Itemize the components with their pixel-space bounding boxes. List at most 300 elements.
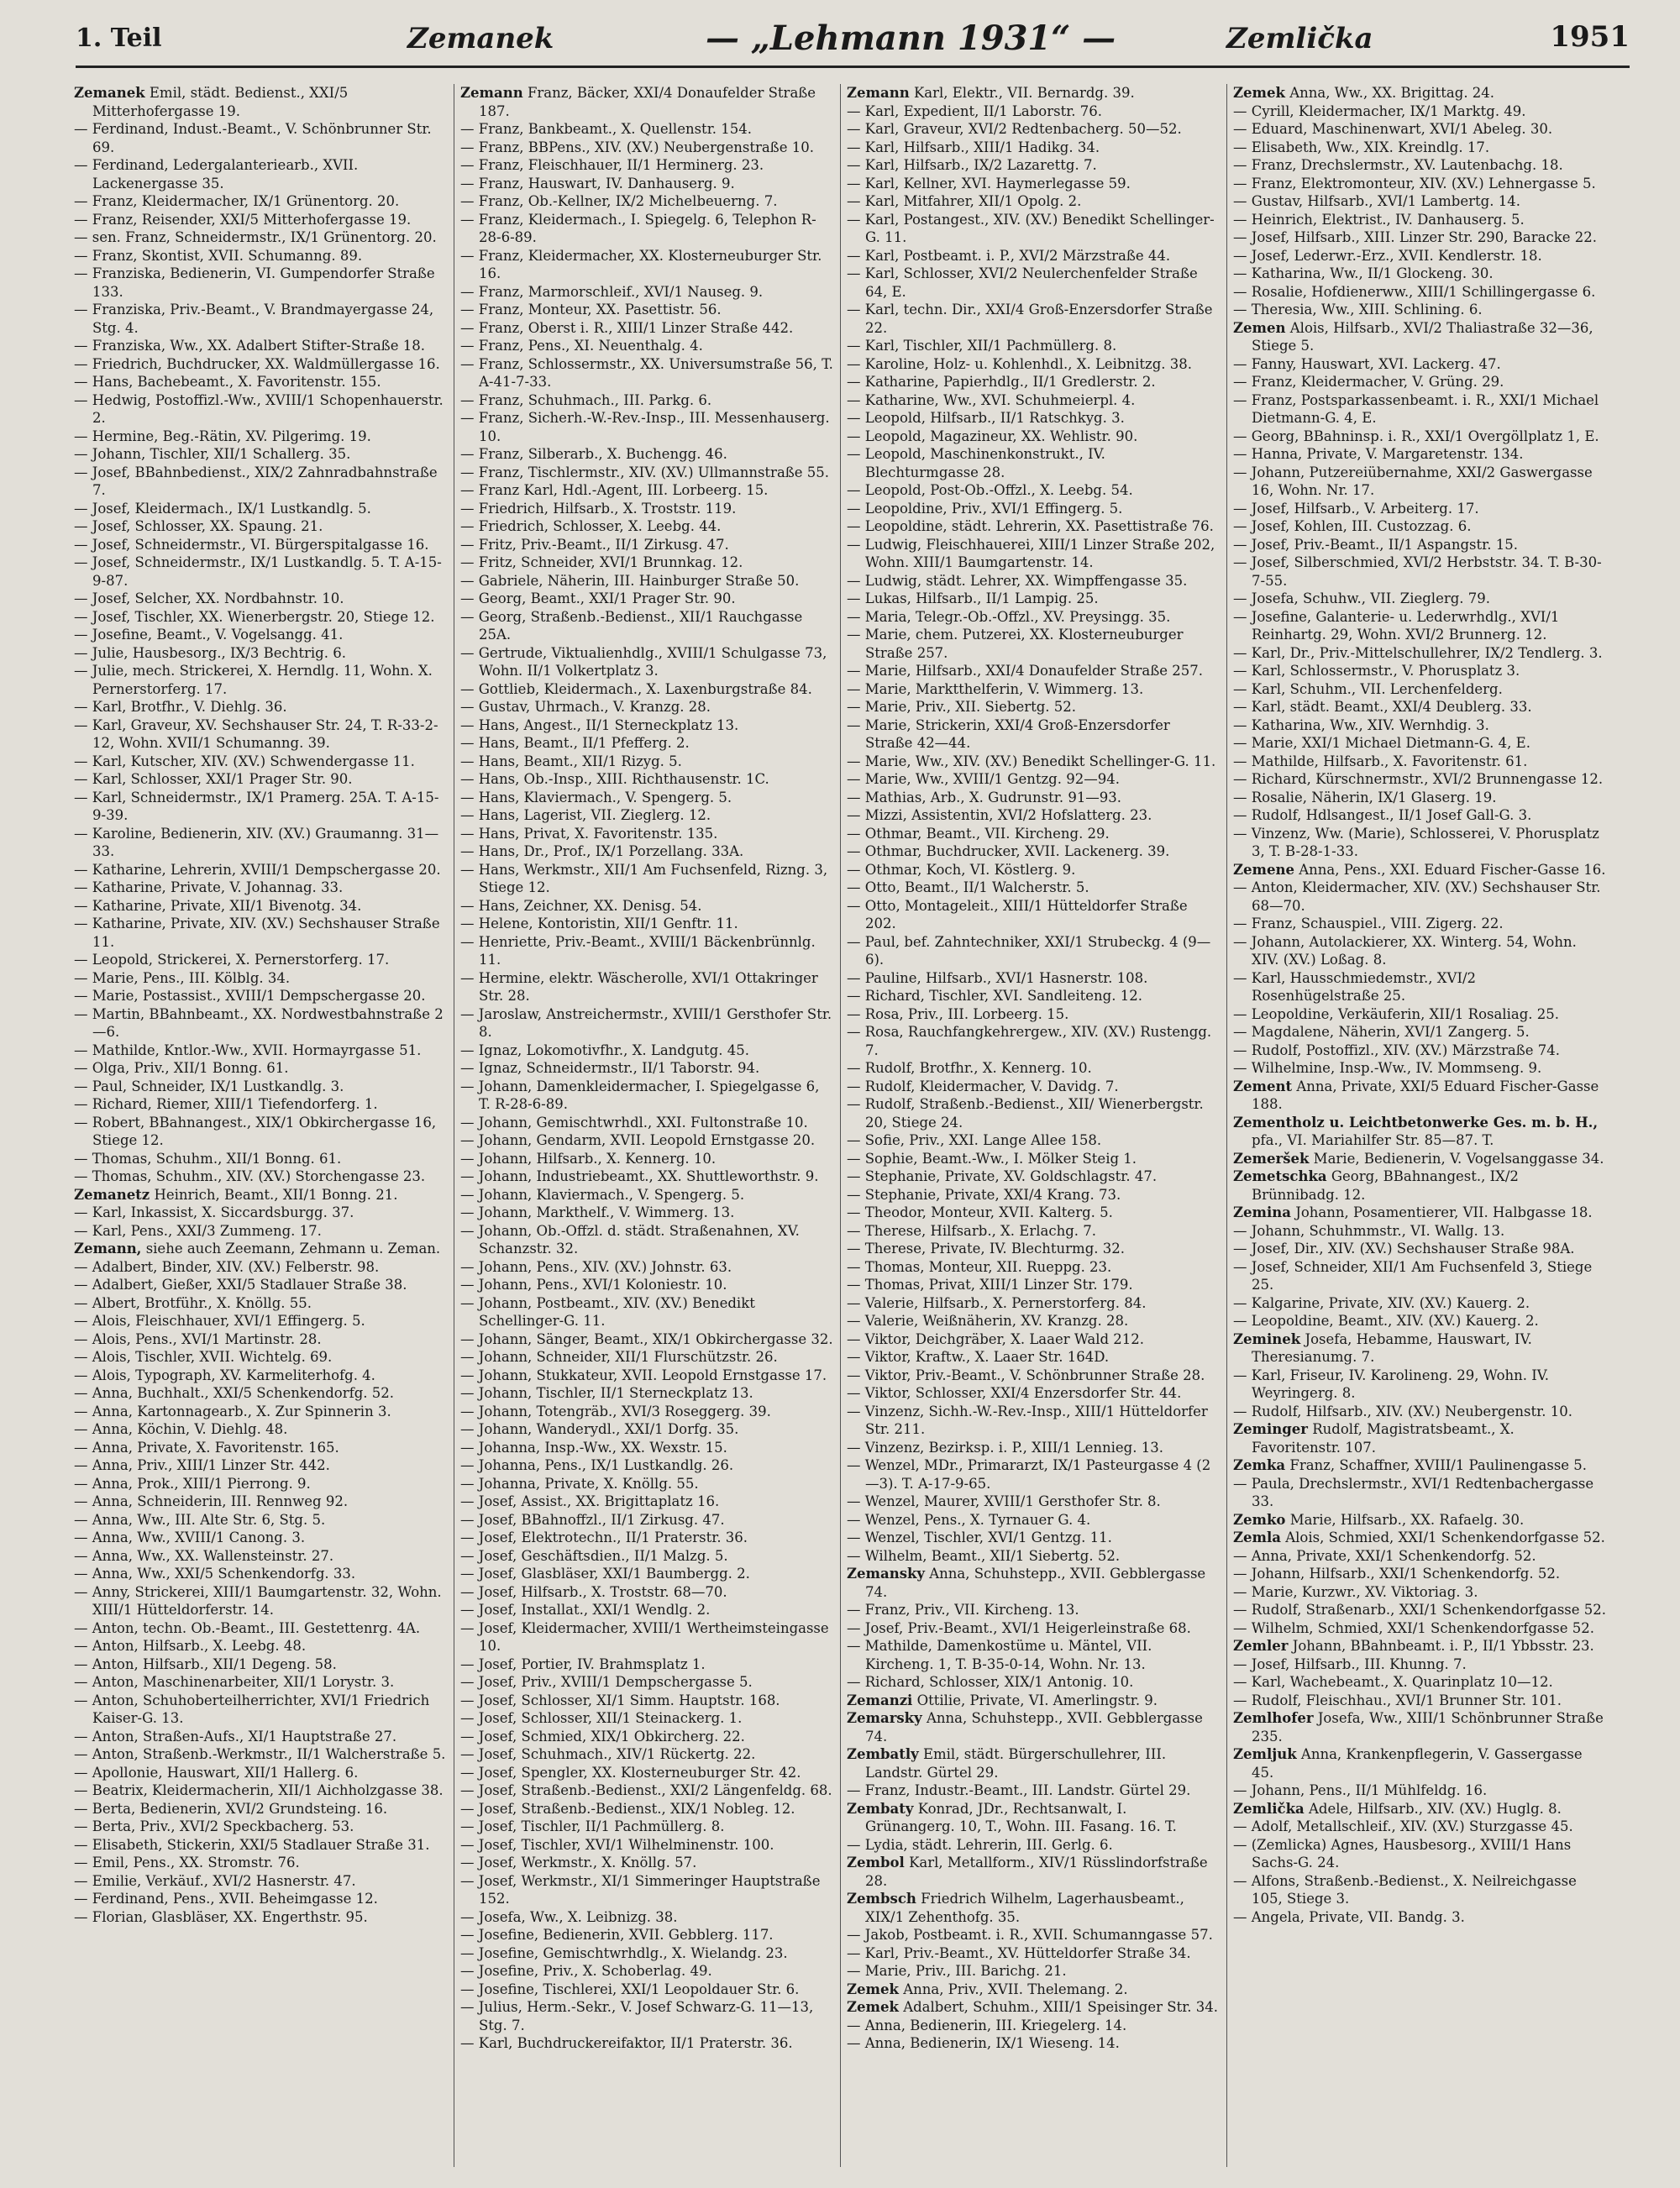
- directory-entry: [460, 1908, 834, 1927]
- entry-text: — Paul, Schneider, IX/1 Lustkandlg. 3.: [74, 1078, 344, 1094]
- directory-entry: [74, 1078, 448, 1096]
- entry-text: — Hedwig, Postoffizl.-Ww., XVIII/1 Schopenhauerstr. 2.: [74, 391, 444, 426]
- directory-entry: [1233, 1745, 1607, 1781]
- directory-entry: [1233, 1222, 1607, 1241]
- entry-text: — Vinzenz, Bezirksp. i. P., XIII/1 Lennieg. 13.: [847, 1439, 1163, 1456]
- entry-text: — Julie, Hausbesorg., IX/3 Bechtrig. 6.: [74, 644, 346, 661]
- entry-text: — Franz, Drechslermstr., XV. Lautenbachg. 18.: [1233, 157, 1563, 173]
- entry-text: — Heinrich, Elektrist., IV. Danhauserg. 5.: [1233, 211, 1525, 228]
- entry-text: — Rudolf, Brotfhr., X. Kennerg. 10.: [847, 1060, 1092, 1076]
- entry-text: — Franz, Skontist, XVII. Schumanng. 89.: [74, 247, 363, 264]
- entry-text: — Fanny, Hauswart, XVI. Lackerg. 47.: [1233, 355, 1501, 372]
- entry-text: — Josef, Kohlen, III. Custozzag. 6.: [1233, 518, 1472, 534]
- directory-entry: [1233, 554, 1607, 590]
- entry-text: — Franz, Schuhmach., III. Parkg. 6.: [460, 391, 712, 408]
- entry-text: — Julius, Herm.-Sekr., V. Josef Schwarz-G. 11—13, Stg. 7.: [460, 1999, 814, 2033]
- directory-entry: [460, 698, 834, 716]
- directory-entry: [74, 445, 448, 464]
- directory-entry: [74, 1384, 448, 1403]
- directory-entry: [847, 1637, 1221, 1673]
- directory-entry: [74, 1655, 448, 1674]
- entry-text: — Anna, Buchhalt., XXI/5 Schenkendorfg. 52.: [74, 1385, 395, 1401]
- entry-text: — Rosalie, Hofdienerww., XIII/1 Schillingergasse 6.: [1233, 283, 1596, 300]
- column-4: [1233, 84, 1607, 2175]
- entry-text: — Ludwig, Fleischhauerei, XIII/1 Linzer Straße 202, Wohn. XIII/1 Baumgartenstr. 14.: [847, 536, 1215, 570]
- entry-text: — Josef, Schlosser, XII/1 Steinackerg. 1.: [460, 1710, 743, 1726]
- directory-entry: [847, 753, 1221, 771]
- entry-text: — Johann, Pens., II/1 Mühlfeldg. 16.: [1233, 1782, 1488, 1798]
- entry-text: — Josef, Schneidermstr., VI. Bürgerspitalgasse 16.: [74, 536, 429, 553]
- entry-text: — Rudolf, Hdlsangest., II/1 Josef Gall-G. 3.: [1233, 807, 1532, 823]
- directory-entry: [74, 265, 448, 301]
- directory-entry: [460, 355, 834, 391]
- directory-entry: [460, 1800, 834, 1818]
- entry-text: — Leopold, Strickerei, X. Pernerstorferg. 17.: [74, 952, 390, 968]
- entry-text: — Josefine, Gemischtwrhdlg., X. Wielandg. 23.: [460, 1944, 788, 1961]
- entry-text: — Paula, Drechslermstr., XVI/1 Redtenbachergasse 33.: [1233, 1475, 1594, 1509]
- directory-entry: [74, 861, 448, 879]
- entry-text: — Theodor, Monteur, XVII. Kalterg. 5.: [847, 1204, 1113, 1220]
- directory-entry: [74, 626, 448, 644]
- directory-entry: [460, 1059, 834, 1078]
- directory-entry: [1233, 806, 1607, 825]
- surname-heading: Zembatly: [847, 1746, 919, 1762]
- directory-entry: [460, 933, 834, 969]
- surname-heading: Zemann: [460, 85, 523, 101]
- entry-text: — Josef, Silberschmied, XVI/2 Herbststr. 34. T. B-30-7-55.: [1233, 554, 1602, 589]
- entry-text: — Anna, Schneiderin, III. Rennweg 92.: [74, 1493, 349, 1509]
- directory-entry: [847, 897, 1221, 933]
- column-divider: [840, 84, 841, 2167]
- entry-text: — Franz, Kleidermach., I. Spiegelg. 6, Telephon R-28-6-89.: [460, 211, 816, 245]
- entry-text: — Franz, Hauswart, IV. Danhauserg. 9.: [460, 175, 735, 192]
- entry-text: — Karl, techn. Dir., XXI/4 Groß-Enzersdorfer Straße 22.: [847, 302, 1213, 336]
- entry-text: — Josef, Elektrotechn., II/1 Praterstr. 36.: [460, 1530, 748, 1545]
- directory-entry: [847, 1493, 1221, 1511]
- surname-heading: Zemann: [847, 85, 910, 101]
- entry-text: — Josefine, Beamt., V. Vogelsangg. 41.: [74, 627, 344, 643]
- directory-entry: [74, 951, 448, 969]
- directory-entry: [460, 1420, 834, 1439]
- directory-entry: [460, 1565, 834, 1583]
- directory-entry: [1233, 1655, 1607, 1674]
- entry-text: Johann, BBahnbeamt. i. P., II/1 Ybbsstr. 23.: [1292, 1638, 1594, 1654]
- entry-text: — Johann, Stukkateur, XVII. Leopold Ernstgasse 17.: [460, 1367, 827, 1383]
- directory-entry: [1233, 861, 1607, 879]
- entry-text: — Magdalene, Näherin, XVI/1 Zangerg. 5.: [1233, 1024, 1530, 1040]
- entry-text: — Karl, Schlosser, XVI/2 Neulerchenfelder Straße 64, E.: [847, 265, 1198, 300]
- directory-entry: [460, 301, 834, 319]
- entry-text: — Wilhelm, Schmied, XXI/1 Schenkendorfgasse 52.: [1233, 1619, 1595, 1636]
- entry-text: — Josef, Portier, IV. Brahmsplatz 1.: [460, 1655, 706, 1672]
- entry-text: — Anna, Ww., XVIII/1 Canong. 3.: [74, 1530, 306, 1545]
- directory-entry: [74, 1692, 448, 1728]
- directory-entry: [847, 2034, 1221, 2053]
- entry-text: — Johanna, Insp.-Ww., XX. Wexstr. 15.: [460, 1439, 727, 1456]
- entry-text: Friedrich Wilhelm, Lagerhausbeamt., XIX/1 Zehenthofg. 35.: [865, 1891, 1184, 1925]
- entry-text: — Josef, Schlosser, XI/1 Simm. Hauptstr. 168.: [460, 1692, 780, 1708]
- directory-entry: [1233, 373, 1607, 391]
- entry-text: — Karl, Buchdruckereifaktor, II/1 Praterstr. 36.: [460, 2035, 793, 2051]
- directory-entry: [847, 1511, 1221, 1530]
- entry-text: — Marie, Pens., III. Kölblg. 34.: [74, 969, 291, 986]
- directory-entry: [847, 626, 1221, 662]
- first-entry-keyword: Zemanek: [407, 22, 554, 55]
- directory-entry: [847, 445, 1221, 481]
- entry-text: — Johann, Tischler, II/1 Sterneckplatz 13.: [460, 1385, 753, 1401]
- directory-entry: [1233, 301, 1607, 319]
- entry-text: — Otto, Montageleit., XIII/1 Hütteldorfer Straße 202.: [847, 897, 1188, 931]
- directory-entry: [847, 517, 1221, 536]
- entry-text: — Josef, Installat., XXI/1 Wendlg. 2.: [460, 1602, 711, 1618]
- entry-text: — Alois, Fleischhauer, XVI/1 Effingerg. 5.: [74, 1313, 365, 1329]
- entry-text: — Karoline, Bedienerin, XIV. (XV.) Graumanng. 31—33.: [74, 825, 439, 859]
- directory-entry: [460, 1745, 834, 1764]
- entry-text: — Josef, Tischler, XVI/1 Wilhelminenstr. 100.: [460, 1836, 774, 1853]
- entry-text: — Josef, BBahnoffzl., II/1 Zirkusg. 47.: [460, 1511, 725, 1528]
- entry-text: — Josef, Kleidermacher, XVIII/1 Wertheimsteingasse 10.: [460, 1619, 829, 1654]
- entry-text: — Anna, Ww., III. Alte Str. 6, Stg. 5.: [74, 1511, 326, 1528]
- directory-entry: [1233, 933, 1607, 969]
- entry-text: — Franz, Marmorschleif., XVI/1 Nauseg. 9.: [460, 283, 764, 300]
- entry-text: — Josef, Lederwr.-Erz., XVII. Kendlerstr. 18.: [1233, 247, 1542, 264]
- entry-text: — Anna, Bedienerin, IX/1 Wieseng. 14.: [847, 2035, 1120, 2051]
- entry-text: — Josef, Schlosser, XX. Spaung. 21.: [74, 518, 323, 534]
- entry-text: — Theresia, Ww., XIII. Schlining. 6.: [1233, 302, 1483, 317]
- directory-entry: [1233, 1005, 1607, 1024]
- directory-entry: [1233, 1619, 1607, 1638]
- entry-text: — Thomas, Privat, XIII/1 Linzer Str. 179.: [847, 1277, 1133, 1293]
- entry-text: — Karl, Schuhm., VII. Lerchenfelderg.: [1233, 680, 1503, 697]
- directory-entry: [847, 301, 1221, 337]
- entry-text: — Thomas, Monteur, XII. Rueppg. 23.: [847, 1258, 1112, 1275]
- entry-text: — (Zemlicka) Agnes, Hausbesorg., XVIII/1 Hans Sachs-G. 24.: [1233, 1836, 1572, 1871]
- entry-text: Ottilie, Private, VI. Amerlingstr. 9.: [916, 1692, 1158, 1708]
- entry-text: — Fritz, Priv.-Beamt., II/1 Zirkusg. 47.: [460, 536, 729, 553]
- directory-entry: [74, 1565, 448, 1583]
- entry-text: — Franz, Kleidermacher, IX/1 Grünentorg. 20.: [74, 193, 400, 209]
- directory-entry: [847, 1330, 1221, 1349]
- directory-entry: [74, 337, 448, 355]
- directory-entry: [847, 1258, 1221, 1277]
- entry-text: — Viktor, Priv.-Beamt., V. Schönbrunner Straße 28.: [847, 1367, 1205, 1383]
- directory-entry: [74, 608, 448, 627]
- surname-heading: Zemen: [1233, 319, 1286, 336]
- directory-entry: [74, 554, 448, 590]
- directory-entry: [74, 228, 448, 247]
- directory-entry: [847, 102, 1221, 121]
- directory-entry: [460, 1962, 834, 1981]
- entry-text: — Wenzel, Tischler, XVI/1 Gentzg. 11.: [847, 1530, 1112, 1545]
- directory-entry: [1233, 1059, 1607, 1078]
- directory-entry: [847, 355, 1221, 374]
- entry-text: — Hans, Beamt., XII/1 Rizyg. 5.: [460, 753, 682, 769]
- surname-heading: Zemann,: [74, 1241, 142, 1257]
- entry-text: — Alois, Pens., XVI/1 Martinstr. 28.: [74, 1330, 322, 1347]
- directory-entry: [460, 247, 834, 283]
- directory-entry: [74, 1547, 448, 1566]
- directory-entry: [847, 409, 1221, 428]
- directory-entry: [847, 1005, 1221, 1024]
- entry-text: — Richard, Kürschnermstr., XVI/2 Brunnengasse 12.: [1233, 771, 1604, 787]
- entry-text: — Johanna, Private, X. Knöllg. 55.: [460, 1475, 699, 1492]
- entry-text: — Maria, Telegr.-Ob.-Offzl., XV. Preysingg. 35.: [847, 608, 1171, 625]
- entry-text: Emil, städt. Bürgerschullehrer, III. Landstr. Gürtel 29.: [865, 1746, 1167, 1781]
- entry-text: — Marie, XXI/1 Michael Dietmann-G. 4, E.: [1233, 735, 1530, 751]
- entry-text: — Johann, Sänger, Beamt., XIX/1 Obkirchergasse 32.: [460, 1330, 833, 1347]
- entry-text: — Karl, Hilfsarb., IX/2 Lazarettg. 7.: [847, 157, 1097, 173]
- directory-entry: [1233, 175, 1607, 193]
- entry-text: — Hermine, elektr. Wäscherolle, XVI/1 Ottakringer Str. 28.: [460, 969, 818, 1004]
- directory-entry: [1233, 1601, 1607, 1619]
- directory-entry: [460, 1836, 834, 1855]
- entry-text: — Josefine, Tischlerei, XXI/1 Leopoldauer Str. 6.: [460, 1981, 800, 1997]
- directory-entry: [847, 572, 1221, 590]
- directory-entry: [74, 825, 448, 861]
- entry-text: — Adalbert, Binder, XIV. (XV.) Felberstr. 98.: [74, 1258, 380, 1275]
- directory-entry: [460, 1981, 834, 1999]
- entry-text: — Hans, Ob.-Insp., XIII. Richthausenstr. 1C.: [460, 771, 769, 787]
- entry-text: — Thomas, Schuhm., XII/1 Bonng. 61.: [74, 1150, 342, 1167]
- directory-entry: [74, 1511, 448, 1530]
- directory-entry: [460, 409, 834, 445]
- surname-heading: Zemanzi: [847, 1692, 913, 1708]
- entry-text: — Ignaz, Lokomotivfhr., X. Landgutg. 45.: [460, 1042, 749, 1058]
- entry-text: — Stephanie, Private, XV. Goldschlagstr. 47.: [847, 1168, 1158, 1184]
- directory-entry: [847, 337, 1221, 355]
- entry-text: — Anton, Straßenb.-Werkmstr., II/1 Walcherstraße 5.: [74, 1746, 446, 1762]
- entry-text: — Wenzel, MDr., Primararzt, IX/1 Pasteurgasse 4 (2—3). T. A-17-9-65.: [847, 1457, 1211, 1492]
- directory-entry: [74, 1167, 448, 1186]
- entry-text: — Othmar, Koch, VI. Köstlerg. 9.: [847, 861, 1076, 878]
- directory-entry: [74, 1673, 448, 1692]
- entry-text: Anna, Schuhstepp., XVII. Gebblergasse 74.: [865, 1566, 1206, 1600]
- directory-entry: [460, 536, 834, 554]
- directory-entry: [1233, 753, 1607, 771]
- entry-text: — Richard, Schlosser, XIX/1 Antonig. 10.: [847, 1674, 1134, 1690]
- directory-entry: [847, 265, 1221, 301]
- directory-entry: [847, 1078, 1221, 1096]
- directory-entry: [74, 517, 448, 536]
- directory-entry: [460, 2034, 834, 2053]
- entry-text: Heinrich, Beamt., XII/1 Bonng. 21.: [154, 1186, 398, 1203]
- directory-entry: [1233, 1294, 1607, 1313]
- entry-text: — Anton, Hilfsarb., X. Leebg. 48.: [74, 1638, 307, 1654]
- entry-text: — Johann, Hilfsarb., XXI/1 Schenkendorfg. 52.: [1233, 1566, 1561, 1582]
- directory-entry: [460, 1926, 834, 1944]
- entry-text: — Helene, Kontoristin, XII/1 Genftr. 11.: [460, 916, 738, 931]
- entry-text: — Johann, Autolackierer, XX. Winterg. 54, Wohn. XIV. (XV.) Loßag. 8.: [1233, 933, 1577, 968]
- directory-entry: [1233, 1836, 1607, 1872]
- entry-text: Josefa, Hebamme, Hauswart, IV. Theresianumg. 7.: [1252, 1330, 1532, 1365]
- entry-text: — Franz Karl, Hdl.-Agent, III. Lorbeerg. 15.: [460, 482, 769, 498]
- entry-text: — Josef, Priv.-Beamt., II/1 Aspangstr. 15.: [1233, 536, 1518, 553]
- entry-text: — Josef, Glasbläser, XXI/1 Baumbergg. 2.: [460, 1566, 750, 1582]
- entry-text: — Katharine, Private, XII/1 Bivenotg. 34.: [74, 897, 362, 914]
- entry-text: — Karl, Friseur, IV. Karolineng. 29, Wohn. IV. Weyringerg. 8.: [1233, 1367, 1550, 1401]
- surname-heading: Zemek: [1233, 85, 1285, 101]
- directory-entry: [74, 1114, 448, 1150]
- directory-entry: [460, 1818, 834, 1836]
- entry-text: — Josef, Straßenb.-Bedienst., XXI/2 Längenfeldg. 68.: [460, 1782, 832, 1798]
- directory-entry: [847, 1186, 1221, 1204]
- page-header: [76, 15, 1630, 68]
- entry-text: — Johann, Markthelf., V. Wimmerg. 13.: [460, 1204, 735, 1220]
- directory-entry: [847, 680, 1221, 699]
- directory-entry: [847, 1294, 1221, 1313]
- entry-text: — Karl, Hausschmiedemstr., XVI/2 Rosenhügelstraße 25.: [1233, 969, 1477, 1004]
- entry-text: — Anna, Prok., XIII/1 Pierrong. 9.: [74, 1475, 311, 1492]
- directory-entry: [74, 789, 448, 825]
- directory-entry: [74, 1764, 448, 1782]
- entry-text: — Franz, Silberarb., X. Buchengg. 46.: [460, 446, 727, 462]
- surname-heading: Zemko: [1233, 1511, 1286, 1528]
- entry-text: — Johann, Klaviermach., V. Spengerg. 5.: [460, 1186, 745, 1203]
- entry-text: — Johann, Wanderydl., XXI/1 Dorfg. 35.: [460, 1421, 739, 1437]
- surname-heading: Zemetschka: [1233, 1168, 1327, 1184]
- directory-entry: [847, 1709, 1221, 1745]
- directory-entry: [847, 662, 1221, 680]
- directory-entry: [74, 1728, 448, 1746]
- entry-text: Franz, Schaffner, XVIII/1 Paulinengasse 5.: [1289, 1457, 1588, 1473]
- entry-text: — Emilie, Verkäuf., XVI/2 Hasnerstr. 47.: [74, 1872, 356, 1889]
- entry-text: — Josef, Tischler, II/1 Pachmüllerg. 8.: [460, 1818, 725, 1834]
- entry-text: — Friedrich, Hilfsarb., X. Troststr. 119.: [460, 500, 737, 517]
- directory-entry: [74, 1420, 448, 1439]
- entry-text: — Karl, Postangest., XIV. (XV.) Benedikt Schellinger-G. 11.: [847, 211, 1215, 245]
- entry-text: — Lydia, städt. Lehrerin, III. Gerlg. 6.: [847, 1836, 1113, 1853]
- directory-entry: [74, 1005, 448, 1042]
- directory-entry: [1233, 319, 1607, 355]
- directory-entry: [74, 120, 448, 156]
- entry-text: — Karl, Brotfhr., V. Diehlg. 36.: [74, 699, 287, 715]
- entry-text: — Franz, Tischlermstr., XIV. (XV.) Ullmannstraße 55.: [460, 464, 830, 480]
- entry-text: — Franziska, Priv.-Beamt., V. Brandmayergasse 24, Stg. 4.: [74, 302, 434, 336]
- entry-text: — Josef, Spengler, XX. Klosterneuburger Str. 42.: [460, 1764, 801, 1781]
- entry-text: — Karl, Graveur, XV. Sechshauser Str. 24, T. R-33-2-12, Wohn. XVII/1 Schumanng. 39.: [74, 716, 438, 751]
- directory-entry: [74, 84, 448, 120]
- entry-text: — Anton, Kleidermacher, XIV. (XV.) Sechshauser Str. 68—70.: [1233, 879, 1601, 914]
- entry-text: — Johann, Industriebeamt., XX. Shuttleworthstr. 9.: [460, 1168, 819, 1184]
- entry-text: — Leopoldine, Verkäuferin, XII/1 Rosaliag. 25.: [1233, 1005, 1559, 1022]
- directory-entry: [1233, 1420, 1607, 1456]
- entry-text: — Marie, Kurzwr., XV. Viktoriag. 3.: [1233, 1583, 1478, 1600]
- entry-text: Karl, Metallform., XIV/1 Rüsslindorfstraße 28.: [865, 1855, 1208, 1889]
- entry-text: — Lukas, Hilfsarb., II/1 Lampig. 25.: [847, 590, 1099, 606]
- directory-entry: [847, 770, 1221, 789]
- directory-entry: [847, 175, 1221, 193]
- directory-entry: [460, 120, 834, 139]
- directory-entry: [1233, 680, 1607, 699]
- directory-entry: [847, 481, 1221, 500]
- directory-entry: [460, 897, 834, 916]
- directory-entry: [74, 464, 448, 500]
- directory-entry: [74, 1330, 448, 1349]
- directory-entry: [1233, 1167, 1607, 1204]
- directory-entry: [1233, 734, 1607, 753]
- entry-text: — Anton, Maschinenarbeiter, XII/1 Lorystr. 3.: [74, 1674, 395, 1690]
- entry-text: — Anna, Kartonnagearb., X. Zur Spinnerin 3.: [74, 1403, 391, 1419]
- directory-entry: [74, 1294, 448, 1313]
- directory-entry: [847, 84, 1221, 102]
- entry-text: — Josef, Schneidermstr., IX/1 Lustkandlg. 5. T. A-15-9-87.: [74, 554, 442, 589]
- directory-entry: [847, 1529, 1221, 1547]
- entry-text: — Ferdinand, Ledergalanteriearb., XVII. Lackenergasse 35.: [74, 157, 359, 192]
- entry-text: — Anna, Private, XXI/1 Schenkendorfg. 52.: [1233, 1547, 1536, 1564]
- entry-text: — Josef, Kleidermach., IX/1 Lustkandlg. 5.: [74, 500, 371, 517]
- entry-text: — Johann, Ob.-Offzl. d. städt. Straßenahnen, XV. Schanzstr. 32.: [460, 1222, 800, 1257]
- directory-entry: [74, 698, 448, 716]
- entry-text: — Gustav, Hilfsarb., XVI/1 Lambertg. 14.: [1233, 193, 1520, 209]
- directory-entry: [74, 1836, 448, 1855]
- entry-text: — Wilhelmine, Insp.-Ww., IV. Mommseng. 9.: [1233, 1060, 1542, 1076]
- surname-heading: Zemek: [847, 1999, 899, 2015]
- entry-text: — Johann, Gendarm, XVII. Leopold Ernstgasse 20.: [460, 1132, 816, 1148]
- entry-text: — Angela, Private, VII. Bandg. 3.: [1233, 1908, 1465, 1925]
- entry-text: — Leopoldine, städt. Lehrerin, XX. Pasettistraße 76.: [847, 518, 1214, 534]
- entry-text: — Rosa, Priv., III. Lorbeerg. 15.: [847, 1005, 1069, 1022]
- entry-text: — Viktor, Schlosser, XXI/4 Enzersdorfer Str. 44.: [847, 1385, 1182, 1401]
- entry-text: — Hans, Bachebeamt., X. Favoritenstr. 155.: [74, 374, 381, 390]
- directory-entry: [460, 1619, 834, 1655]
- directory-entry: [460, 861, 834, 897]
- entry-text: — Wenzel, Pens., X. Tyrnauer G. 4.: [847, 1511, 1091, 1528]
- entry-text: — Karl, Dr., Priv.-Mittelschullehrer, IX/2 Tendlerg. 3.: [1233, 644, 1603, 661]
- entry-text: — Rosalie, Näherin, IX/1 Glaserg. 19.: [1233, 789, 1497, 805]
- directory-entry: [1233, 1818, 1607, 1836]
- entry-text: — Leopoldine, Priv., XVI/1 Effingerg. 5.: [847, 500, 1123, 517]
- entry-text: — Josef, Werkmstr., XI/1 Simmeringer Hauptstraße 152.: [460, 1872, 821, 1907]
- directory-entry: [74, 987, 448, 1005]
- entry-text: — Hanna, Private, V. Margaretenstr. 134.: [1233, 446, 1524, 462]
- entry-text: — Anton, Straßen-Aufs., XI/1 Hauptstraße 27.: [74, 1728, 397, 1745]
- directory-entry: [74, 716, 448, 753]
- entry-text: — Mizzi, Assistentin, XVI/2 Hofslatterg. 23.: [847, 807, 1152, 823]
- directory-entry: [1233, 1673, 1607, 1692]
- directory-entry: [847, 1312, 1221, 1330]
- directory-entry: [1233, 517, 1607, 536]
- entry-text: Emil, städt. Bedienst., XXI/5 Mitterhofergasse 19.: [92, 85, 349, 119]
- directory-entry: [74, 1222, 448, 1241]
- directory-entry: [847, 789, 1221, 807]
- surname-heading: Zemlička: [1233, 1800, 1305, 1817]
- directory-entry: [74, 1276, 448, 1294]
- directory-entry: [74, 1258, 448, 1277]
- directory-entry: [460, 481, 834, 500]
- directory-entry: [847, 825, 1221, 843]
- surname-heading: Zementholz u. Leichtbetonwerke Ges. m. b. H.,: [1233, 1114, 1599, 1131]
- directory-entry: [74, 1619, 448, 1638]
- directory-entry: [1233, 1150, 1607, 1168]
- entry-text: — Johann, Postbeamt., XIV. (XV.) Benedikt Schellinger-G. 11.: [460, 1294, 755, 1329]
- directory-entry: [1233, 1078, 1607, 1114]
- directory-entry: [460, 753, 834, 771]
- entry-text: — Karl, städt. Beamt., XXI/4 Deublerg. 33.: [1233, 699, 1532, 715]
- directory-entry: [460, 500, 834, 518]
- directory-entry: [460, 1529, 834, 1547]
- entry-text: — Johann, Putzereiübernahme, XXI/2 Gaswergasse 16, Wohn. Nr. 17.: [1233, 464, 1593, 498]
- surname-heading: Zemlhofer: [1233, 1710, 1314, 1726]
- entry-text: — Ferdinand, Indust.-Beamt., V. Schönbrunner Str. 69.: [74, 121, 432, 155]
- entry-text: — Hans, Angest., II/1 Sterneckplatz 13.: [460, 716, 739, 733]
- directory-entry: [460, 608, 834, 644]
- directory-entry: [460, 1403, 834, 1421]
- directory-entry: [847, 1456, 1221, 1493]
- entry-text: — Josef, BBahnbedienst., XIX/2 Zahnradbahnstraße 7.: [74, 464, 438, 498]
- entry-text: — Josef, Hilfsarb., X. Troststr. 68—70.: [460, 1583, 727, 1600]
- directory-entry: [74, 1475, 448, 1493]
- directory-entry: [1233, 608, 1607, 644]
